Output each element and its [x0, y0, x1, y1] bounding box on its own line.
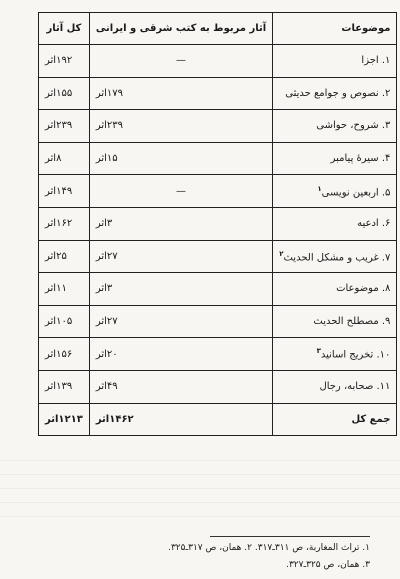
eastern-works-cell: — [89, 45, 272, 78]
show-through-background [0, 460, 400, 530]
topic-label: ۱۰. تخریج اسانید [320, 349, 391, 361]
total-works-cell: ۲۵اثر [39, 240, 90, 273]
works-table [38, 12, 397, 436]
topic-cell [273, 45, 397, 78]
total-works-cell: ۱۳۹اثر [39, 370, 90, 403]
table-total-row [39, 403, 397, 436]
total-label: جمع کل [273, 403, 397, 436]
header-eastern-works: آثار مربوط به کتب شرقی و ایرانی [89, 13, 272, 45]
topic-cell [273, 77, 397, 110]
eastern-works-cell: ۱۷۹اثر [89, 77, 272, 110]
eastern-works-cell: ۱۵اثر [89, 142, 272, 175]
footnote-marker: ۱ [317, 184, 322, 193]
header-topics: موضوعات [273, 13, 397, 45]
topic-label: ۴. سیرهٔ پیامبر [330, 153, 391, 165]
header-total-works: کل آثار [39, 13, 90, 45]
total-works-cell: ۱۴۹اثر [39, 175, 90, 208]
table-row [39, 305, 397, 338]
eastern-works-cell: ۳اثر [89, 207, 272, 240]
eastern-works-cell: ۴۹اثر [89, 370, 272, 403]
footnote-line-2: ۳. همان، ص ۳۲۵ـ۳۲۷. [286, 560, 370, 570]
footnote-divider [210, 536, 370, 537]
table-row [39, 142, 397, 175]
topic-label: ۱۱. صحابه، رجال [319, 381, 391, 393]
eastern-works-cell: ۲۷اثر [89, 305, 272, 338]
total-works-cell: ۱۱اثر [39, 273, 90, 306]
eastern-works-cell: ۲۰اثر [89, 338, 272, 371]
topic-label: ۷. غریب و مشکل الحدیث [283, 252, 391, 264]
eastern-works-cell: ۳اثر [89, 273, 272, 306]
table-row [39, 45, 397, 78]
topic-label: ۱. اجزا [361, 55, 391, 67]
table-row [39, 110, 397, 143]
total-works-cell: ۸اثر [39, 142, 90, 175]
topic-label: ۲. نصوص و جوامع حدیثی [285, 87, 391, 99]
topic-cell [273, 207, 397, 240]
eastern-works-cell: — [89, 175, 272, 208]
footnote-marker: ۳ [316, 347, 321, 356]
table-row [39, 77, 397, 110]
topic-label: ۳. شروح، حواشی [316, 120, 391, 132]
total-works-cell: ۱۰۵اثر [39, 305, 90, 338]
topic-cell [273, 273, 397, 306]
topic-cell [273, 110, 397, 143]
table-row [39, 175, 397, 208]
table-header-row [39, 13, 397, 45]
eastern-works-cell: ۲۷اثر [89, 240, 272, 273]
total-works-cell: ۲۳۹اثر [39, 110, 90, 143]
eastern-works-cell: ۲۳۹اثر [89, 110, 272, 143]
table-row [39, 207, 397, 240]
topic-cell [273, 240, 397, 273]
topic-label: ۶. ادعیه [357, 218, 391, 230]
table-row [39, 273, 397, 306]
total-eastern: ۱۴۶۲اثر [89, 403, 272, 436]
table-row [39, 240, 397, 273]
total-works-cell: ۱۵۶اثر [39, 338, 90, 371]
topic-label: ۹. مصطلح الحدیث [313, 316, 391, 328]
total-works-cell: ۱۵۵اثر [39, 77, 90, 110]
total-works-cell: ۱۹۲اثر [39, 45, 90, 78]
topic-label: ۵. اربعین نویسی [321, 186, 391, 198]
topic-cell [273, 142, 397, 175]
footnote-marker: ۲ [279, 249, 284, 258]
topic-cell [273, 338, 397, 371]
topic-cell [273, 175, 397, 208]
topic-cell [273, 305, 397, 338]
total-works-cell: ۱۶۲اثر [39, 207, 90, 240]
total-all: ۱۲۱۳اثر [39, 403, 90, 436]
table-row [39, 338, 397, 371]
footnote-line-1: ۱. تراث المغاربة، ص ۳۱۱ـ۳۱۷. ۲. همان، ص ۳۱۷ـ۳۲۵. [168, 543, 370, 553]
topic-label: ۸. موضوعات [336, 283, 391, 295]
topic-cell [273, 370, 397, 403]
table-row [39, 370, 397, 403]
